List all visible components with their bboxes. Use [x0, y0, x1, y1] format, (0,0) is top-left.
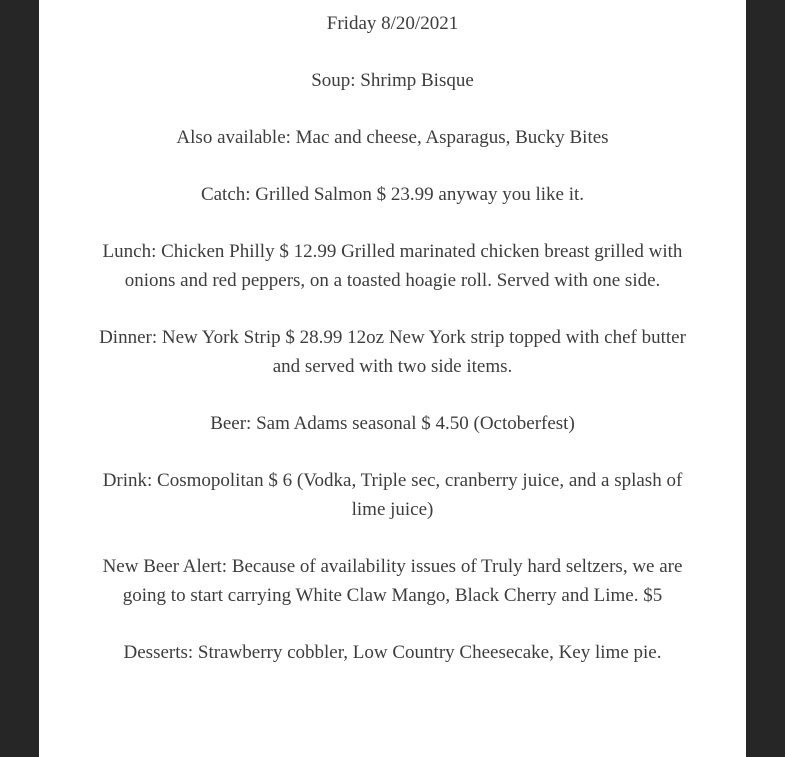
menu-also-available: Also available: Mac and cheese, Asparagus, Bucky Bites: [176, 127, 609, 148]
menu-content: [89, 9, 696, 695]
menu-drink: Drink: Cosmopolitan $ 6 (Vodka, Triple sec, cranberry juice, and a splash of lime juice): [102, 470, 683, 520]
menu-catch: Catch: Grilled Salmon $ 23.99 anyway you like it.: [200, 184, 585, 205]
menu-dinner: Dinner: New York Strip $ 28.99 12oz New York strip topped with chef butter and served with two side items.: [99, 327, 686, 377]
menu-desserts: Desserts: Strawberry cobbler, Low Country Cheesecake, Key lime pie.: [123, 642, 662, 663]
menu-lunch: Lunch: Chicken Philly $ 12.99 Grilled marinated chicken breast grilled with onions and red peppers, on a toasted hoagie roll. Served with one side.: [102, 241, 683, 291]
page-panel: [39, 0, 746, 757]
menu-beer: Beer: Sam Adams seasonal $ 4.50 (Octoberfest): [210, 413, 575, 434]
menu-new-beer-alert: New Beer Alert: Because of availability issues of Truly hard seltzers, we are going to start carrying White Claw Mango, Black Cherry and Lime. $5: [102, 556, 683, 606]
menu-date: Friday 8/20/2021: [326, 13, 459, 34]
menu-soup: Soup: Shrimp Bisque: [311, 70, 474, 91]
